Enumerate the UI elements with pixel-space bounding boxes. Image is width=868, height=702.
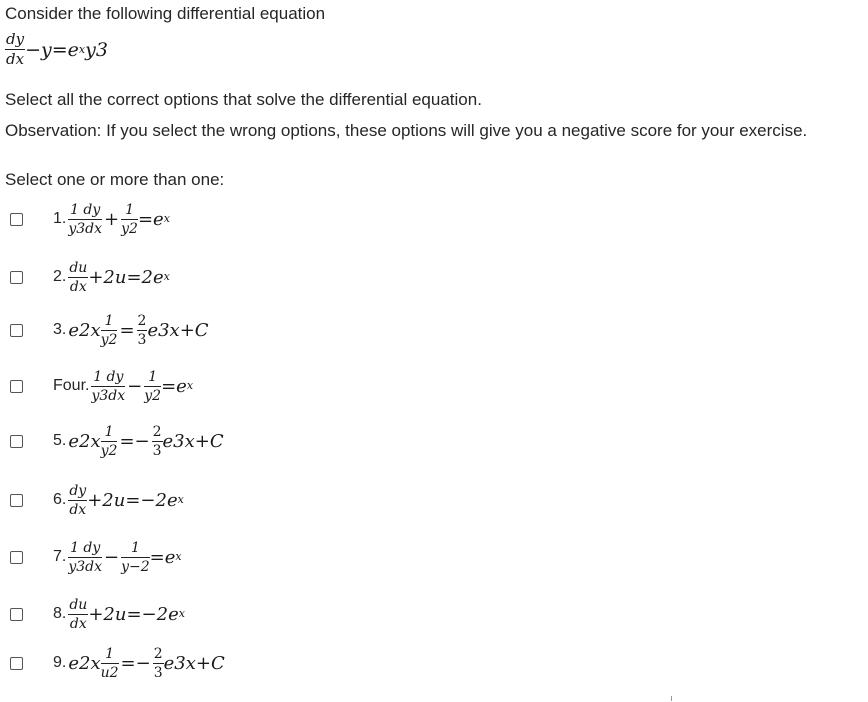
denominator: 3 (153, 664, 163, 681)
denominator: dx (6, 50, 25, 68)
numerator: 1 (101, 647, 119, 664)
numerator: 1 (144, 370, 161, 387)
option-label: 8. (53, 605, 67, 622)
option-3-expression (53, 314, 209, 347)
fraction (68, 598, 88, 631)
question-intro: Consider the following differential equation (5, 4, 326, 23)
numerator: 2 (152, 423, 162, 440)
numerator: 1 dy (93, 368, 124, 385)
option-1-checkbox[interactable] (10, 213, 23, 226)
option-6-expression: 6. $\frac{dy}{dx}$ +2u=−2e x (53, 482, 184, 518)
operator: =− (120, 652, 151, 674)
fraction (121, 203, 138, 236)
suffix: e3x+C (162, 430, 224, 452)
denominator: y2 (144, 387, 162, 404)
operator: = (119, 319, 135, 341)
option-9-checkbox[interactable] (10, 657, 23, 670)
denominator: y−2 (121, 558, 150, 575)
prefix: e2x (68, 319, 101, 341)
option-label: 3. (53, 321, 67, 338)
option-2-expression: 2. $\frac{du}{dx}$ +2u=2e x (53, 259, 170, 295)
numerator: dy (6, 30, 25, 48)
option-5-expression (53, 425, 224, 458)
fraction (68, 484, 87, 517)
numerator: 1 dy (70, 539, 101, 556)
option-label: 7. (53, 548, 67, 565)
fraction (101, 647, 119, 680)
rest: +2u=−2e (87, 489, 178, 511)
suffix: e3x+C (163, 652, 225, 674)
fraction (137, 314, 148, 347)
fraction (91, 370, 125, 403)
observation-text: Observation: If you select the wrong options, these options will give you a negative score for your exercise. (5, 121, 808, 140)
fraction (144, 370, 161, 403)
numerator: du (69, 596, 88, 613)
fraction (152, 425, 163, 458)
option-4-expression: Four. $\frac{1 dy}{y3dx}$ − $\frac{1}{y2}$ =e x (53, 368, 194, 404)
denominator: dx (69, 501, 87, 518)
fraction (68, 203, 102, 236)
option-3[interactable] (10, 310, 209, 350)
option-4-checkbox[interactable] (10, 380, 23, 393)
option-label: 6. (53, 491, 67, 508)
numerator: dy (69, 482, 87, 499)
rhs: =e (149, 546, 176, 568)
numerator: 1 (121, 541, 150, 558)
option-2-checkbox[interactable] (10, 271, 23, 284)
denominator: u2 (100, 664, 119, 681)
option-3-checkbox[interactable] (10, 324, 23, 337)
operator: − (104, 546, 120, 568)
option-label: 1. (53, 210, 67, 227)
divider-tick (671, 696, 672, 701)
fraction (68, 541, 102, 574)
fraction (68, 261, 88, 294)
option-8-checkbox[interactable] (10, 608, 23, 621)
option-2[interactable] (10, 257, 170, 297)
option-4[interactable] (10, 366, 193, 406)
option-5[interactable] (10, 421, 224, 461)
option-9-expression (53, 647, 225, 680)
option-6-checkbox[interactable] (10, 494, 23, 507)
denominator: 3 (137, 331, 147, 348)
rest: +2u=2e (88, 266, 164, 288)
suffix: e3x+C (147, 319, 209, 341)
denominator: 3 (152, 442, 162, 459)
denominator: y2 (100, 442, 118, 459)
fraction (153, 647, 164, 680)
fraction (101, 314, 118, 347)
option-5-checkbox[interactable] (10, 435, 23, 448)
option-6[interactable] (10, 480, 184, 520)
operator: + (104, 208, 120, 230)
option-9[interactable] (10, 643, 225, 683)
equation-rest: −y=e (25, 38, 79, 61)
select-prompt: Select one or more than one: (5, 170, 225, 189)
option-7[interactable] (10, 537, 182, 577)
option-1-expression: 1. $\frac{1 dy}{y3dx}$ + $\frac{1}{y2}$ =e x (53, 201, 170, 237)
option-8[interactable] (10, 594, 185, 634)
instruction-text: Select all the correct options that solve the differential equation. (5, 90, 482, 109)
rhs: =e (161, 375, 187, 397)
denominator: y2 (100, 331, 118, 348)
prefix: e2x (68, 430, 101, 452)
fraction (121, 541, 150, 574)
option-label: 5. (53, 432, 67, 449)
operator: =− (119, 430, 150, 452)
rest: +2u=−2e (88, 603, 179, 625)
fraction (101, 425, 118, 458)
denominator: y3dx (68, 558, 103, 575)
operator: − (127, 375, 143, 397)
numerator: 1 dy (70, 201, 101, 218)
equation-tail: y3 (85, 38, 108, 61)
numerator: du (69, 259, 88, 276)
numerator: 2 (153, 645, 163, 662)
denominator: y3dx (91, 387, 126, 404)
main-equation: $\frac{dy}{dx}$ −y=e x y3 (6, 30, 108, 68)
numerator: 1 (121, 203, 138, 220)
denominator: dx (69, 278, 87, 295)
numerator: 2 (137, 312, 147, 329)
option-1[interactable] (10, 199, 170, 239)
denominator: y2 (121, 220, 138, 237)
fraction (5, 32, 25, 67)
option-7-checkbox[interactable] (10, 551, 23, 564)
option-7-expression: 7. $\frac{1 dy}{y3dx}$ − $\frac{1}{y-2}$ =e x (53, 539, 182, 575)
numerator: 1 (101, 425, 118, 442)
rhs: =e (137, 208, 164, 230)
option-8-expression: 8. $\frac{du}{dx}$ +2u=−2e x (53, 596, 185, 632)
denominator: dx (69, 615, 87, 632)
numerator: 1 (101, 314, 118, 331)
option-label: 2. (53, 268, 67, 285)
option-label: Four. (53, 377, 90, 394)
denominator: y3dx (68, 220, 103, 237)
prefix: e2x (68, 652, 101, 674)
option-label: 9. (53, 654, 67, 671)
